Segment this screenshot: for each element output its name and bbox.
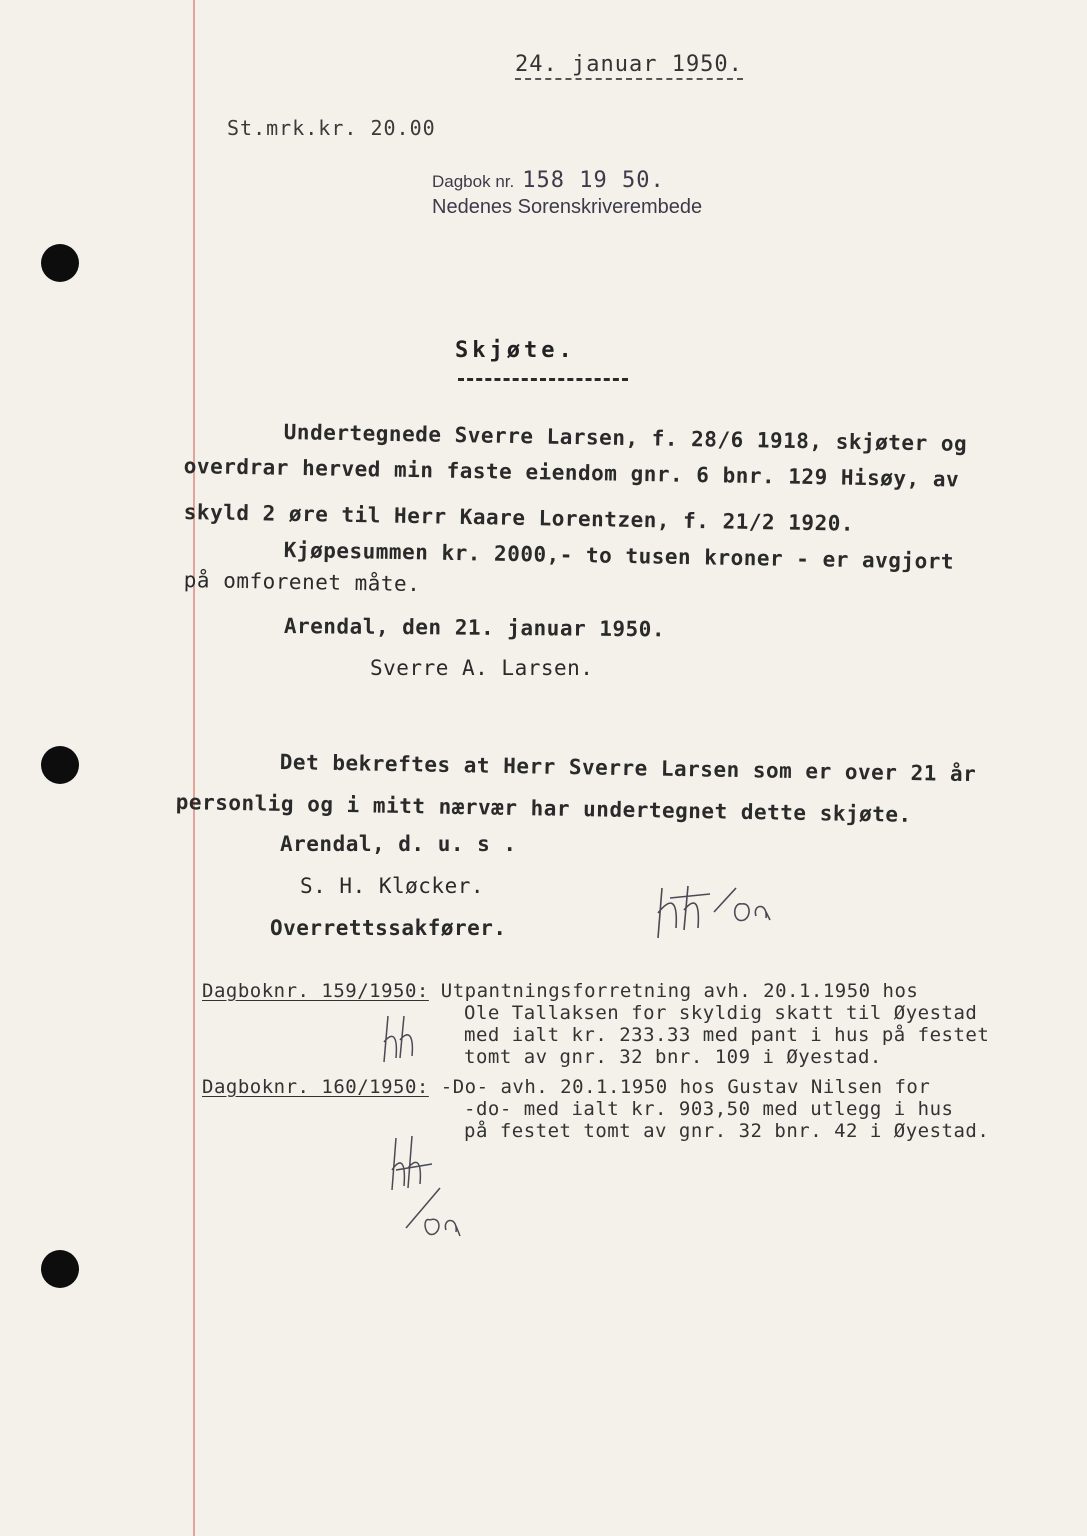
seller-signature: Sverre A. Larsen. [370,656,594,680]
entry-label: Dagboknr. 160/1950: [202,1076,429,1098]
entry-line: -Do- avh. 20.1.1950 hos Gustav Nilsen for [440,1076,931,1098]
deed-title: Skjøte. [455,338,576,363]
deed-line: overdrar herved min faste eiendom gnr. 6 bnr. 129 Hisøy, av [183,454,960,492]
handwritten-initials-icon [640,858,800,948]
dagbok-stamp [432,168,665,193]
attorney-name: S. H. Kløcker. [300,874,485,898]
deed-place-date: Arendal, den 21. januar 1950. [283,614,666,642]
punch-hole-icon [41,1250,79,1288]
dagbok-stamp-number: 158 19 50. [522,168,665,193]
handwritten-initials-icon [382,1130,472,1250]
dagbok-stamp-label: Dagbok nr. [432,172,515,191]
deed-line: på omforenet måte. [183,568,421,597]
entry-label: Dagboknr. 159/1950: [202,980,429,1002]
entry-line: Utpantningsforretning avh. 20.1.1950 hos [440,980,919,1002]
attorney-title: Overrettssakfører. [270,916,507,940]
deed-line: skyld 2 øre til Herr Kaare Lorentzen, f. 21/2 1920. [183,500,855,536]
certification-line: personlig og i mitt nærvær har undertegnet dette skjøte. [175,790,912,827]
office-stamp: Nedenes Sorenskriverembede [432,196,703,218]
entry-line: tomt av gnr. 32 bnr. 109 i Øyestad. [464,1046,882,1068]
entry-160 [202,1076,930,1098]
deed-line: Kjøpesummen kr. 2000,- to tusen kroner - er avgjort [283,538,955,574]
handwritten-initials-icon [378,1008,428,1068]
entry-159 [202,980,918,1002]
document-date: 24. januar 1950. [515,52,743,80]
entry-line: Ole Tallaksen for skyldig skatt til Øyestad [464,1002,978,1024]
title-underline [458,378,628,381]
punch-hole-icon [41,746,79,784]
entry-line: -do- med ialt kr. 903,50 med utlegg i hus [464,1098,954,1120]
stamp-fee: St.mrk.kr. 20.00 [227,116,436,140]
certification-line: Det bekreftes at Herr Sverre Larsen som er over 21 år [279,750,977,787]
entry-line: på festet tomt av gnr. 32 bnr. 42 i Øyestad. [464,1120,990,1142]
deed-line: Undertegnede Sverre Larsen, f. 28/6 1918, skjøter og [283,420,968,456]
certification-place: Arendal, d. u. s . [280,832,517,856]
red-margin-line [193,0,195,1536]
entry-line: med ialt kr. 233.33 med pant i hus på festet [464,1024,990,1046]
punch-hole-icon [41,244,79,282]
